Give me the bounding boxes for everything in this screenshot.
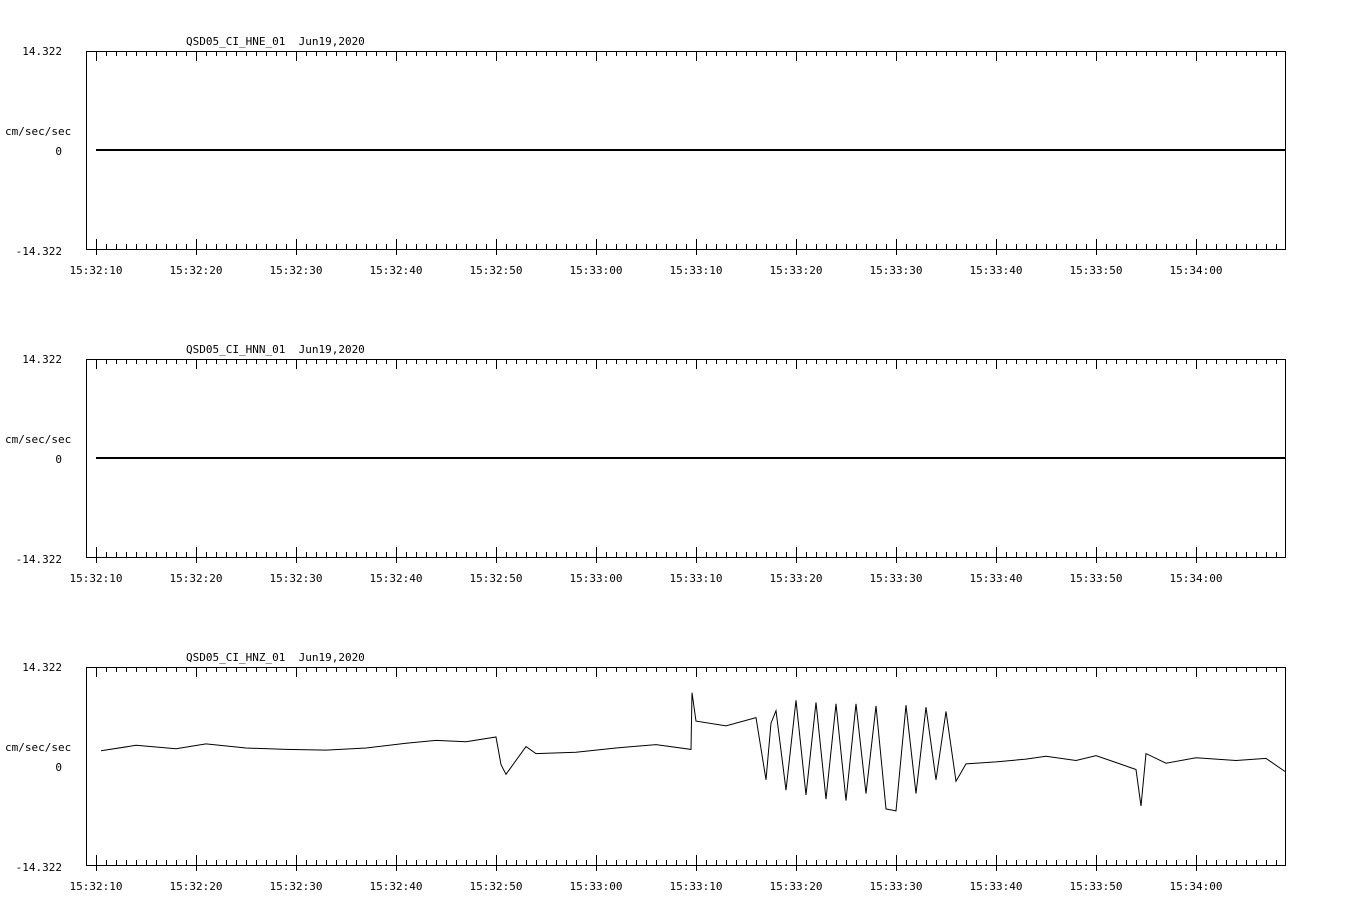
y-tick-label-top: 14.322 [22,45,62,58]
x-tick-label: 15:33:50 [1069,880,1123,893]
x-tick-label: 15:32:50 [469,880,523,893]
series-line [101,693,1285,811]
x-tick-label: 15:33:30 [869,572,923,585]
x-tick-label: 15:32:10 [69,264,123,277]
x-tick-label: 15:32:20 [169,572,223,585]
x-tick-label: 15:32:40 [369,572,423,585]
x-tick-label: 15:32:30 [269,880,323,893]
y-axis-label: cm/sec/sec [5,125,72,138]
x-tick-label: 15:33:20 [769,264,823,277]
x-tick-label: 15:33:50 [1069,264,1123,277]
x-tick-label: 15:33:10 [669,572,723,585]
panel-title: QSD05_CI_HNN_01 Jun19,2020 [186,343,365,356]
x-tick-label: 15:33:20 [769,572,823,585]
x-tick-labels [70,880,1223,893]
x-tick-label: 15:33:20 [769,880,823,893]
panel-title: QSD05_CI_HNE_01 Jun19,2020 [186,35,365,48]
y-tick-label-bottom: -14.322 [15,553,62,566]
x-tick-label: 15:33:10 [669,264,723,277]
x-tick-label: 15:32:40 [369,264,423,277]
x-tick-label: 15:32:20 [169,880,223,893]
y-tick-label-top: 14.322 [22,661,62,674]
x-axis-ticks [97,359,1277,563]
x-tick-label: 15:33:30 [869,264,923,277]
x-tick-label: 15:33:30 [869,880,923,893]
x-tick-label: 15:32:50 [469,264,523,277]
panel-hne [5,35,1286,277]
x-tick-labels [70,572,1223,585]
panel-hnn [5,343,1286,585]
x-tick-label: 15:34:00 [1169,572,1223,585]
x-tick-label: 15:33:00 [569,572,623,585]
x-tick-label: 15:32:40 [369,880,423,893]
x-tick-labels [70,264,1223,277]
y-tick-label-top: 14.322 [22,353,62,366]
x-tick-label: 15:32:10 [69,572,123,585]
y-tick-label-zero: 0 [55,453,62,466]
x-tick-label: 15:32:30 [269,572,323,585]
x-tick-label: 15:34:00 [1169,880,1223,893]
x-tick-label: 15:32:10 [69,880,123,893]
y-tick-label-bottom: -14.322 [15,861,62,874]
x-tick-label: 15:33:40 [969,264,1023,277]
plot-frame [87,668,1286,866]
x-tick-label: 15:32:50 [469,572,523,585]
y-tick-label-bottom: -14.322 [15,245,62,258]
x-tick-label: 15:33:10 [669,880,723,893]
y-axis-label: cm/sec/sec [5,741,72,754]
x-tick-label: 15:33:50 [1069,572,1123,585]
x-tick-label: 15:33:40 [969,880,1023,893]
y-axis-label: cm/sec/sec [5,433,72,446]
x-tick-label: 15:32:30 [269,264,323,277]
x-tick-label: 15:33:40 [969,572,1023,585]
y-tick-label-zero: 0 [55,761,62,774]
x-tick-label: 15:33:00 [569,264,623,277]
panel-title: QSD05_CI_HNZ_01 Jun19,2020 [186,651,365,664]
x-axis-ticks [97,51,1277,255]
panel-hnz [5,651,1286,893]
x-tick-label: 15:32:20 [169,264,223,277]
y-tick-label-zero: 0 [55,145,62,158]
x-axis-ticks [97,667,1277,871]
x-tick-label: 15:34:00 [1169,264,1223,277]
x-tick-label: 15:33:00 [569,880,623,893]
